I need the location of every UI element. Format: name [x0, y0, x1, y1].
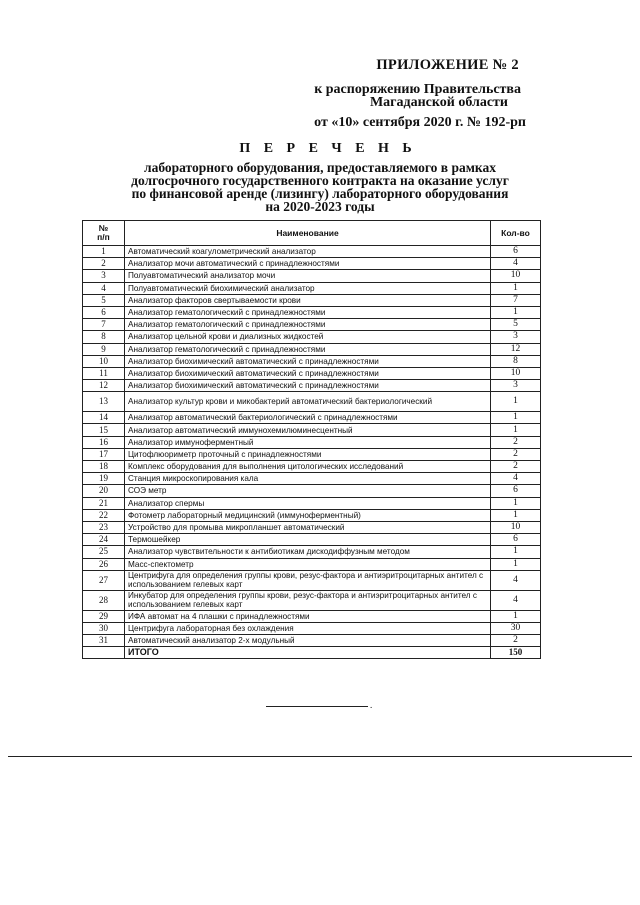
table-row	[83, 282, 541, 294]
table-row	[83, 570, 541, 590]
row-name: Устройство для промыва микропланшет автоматический	[125, 521, 491, 533]
table-row	[83, 448, 541, 460]
row-number: 29	[83, 610, 125, 622]
row-number: 31	[83, 635, 125, 647]
row-quantity: 1	[491, 610, 541, 622]
row-quantity: 2	[491, 635, 541, 647]
table-row	[83, 392, 541, 412]
total-quantity: 150	[491, 647, 541, 659]
row-name: Инкубатор для определения группы крови, резус-фактора и антиэритроцитарных антител с использованием гелевых карт	[125, 590, 491, 610]
table-row	[83, 424, 541, 436]
row-number: 14	[83, 412, 125, 424]
table-row	[83, 246, 541, 258]
row-name: Анализатор иммуноферментный	[125, 436, 491, 448]
row-quantity: 2	[491, 436, 541, 448]
order-date: от «10» сентября 2020 г. № 192-рп	[314, 115, 526, 130]
row-name: ИФА автомат на 4 плашки с принадлежностями	[125, 610, 491, 622]
row-number: 27	[83, 570, 125, 590]
header-qty: Кол-во	[491, 221, 541, 246]
row-number: 8	[83, 331, 125, 343]
table-row	[83, 509, 541, 521]
equipment-table	[82, 220, 541, 659]
order-reference: к распоряжению Правительства	[314, 82, 521, 97]
table-row	[83, 473, 541, 485]
row-quantity: 1	[491, 558, 541, 570]
table-row	[83, 270, 541, 282]
row-name: Анализатор гематологический с принадлежностями	[125, 319, 491, 331]
table-row	[83, 635, 541, 647]
table-header-row	[83, 221, 541, 246]
header-name: Наименование	[125, 221, 491, 246]
row-number: 18	[83, 461, 125, 473]
row-number: 20	[83, 485, 125, 497]
row-number: 15	[83, 424, 125, 436]
appendix-title: ПРИЛОЖЕНИЕ № 2	[376, 57, 519, 73]
table-row	[83, 343, 541, 355]
table-row	[83, 622, 541, 634]
table-row	[83, 546, 541, 558]
table-row	[83, 306, 541, 318]
row-name: Анализатор факторов свертываемости крови	[125, 294, 491, 306]
row-number: 11	[83, 367, 125, 379]
row-name: Анализатор автоматический бактериологический с принадлежностями	[125, 412, 491, 424]
row-name: Полуавтоматический биохимический анализатор	[125, 282, 491, 294]
row-quantity: 1	[491, 392, 541, 412]
row-name: Цитофлюориметр проточный с принадлежностями	[125, 448, 491, 460]
row-name: Анализатор гематологический с принадлежностями	[125, 343, 491, 355]
row-quantity: 4	[491, 590, 541, 610]
row-number: 17	[83, 448, 125, 460]
table-row	[83, 461, 541, 473]
row-quantity: 3	[491, 331, 541, 343]
row-quantity: 1	[491, 306, 541, 318]
row-name: СОЭ метр	[125, 485, 491, 497]
subtitle-line: по финансовой аренде (лизингу) лабораторного оборудования	[131, 186, 509, 201]
header-num: № п/п	[83, 221, 125, 246]
total-num-cell	[83, 647, 125, 659]
row-quantity: 6	[491, 246, 541, 258]
row-number: 30	[83, 622, 125, 634]
row-name: Комплекс оборудования для выполнения цитологических исследований	[125, 461, 491, 473]
row-number: 21	[83, 497, 125, 509]
row-quantity: 1	[491, 412, 541, 424]
row-quantity: 8	[491, 355, 541, 367]
row-name: Анализатор чувствительности к антибиотикам дискодиффузным методом	[125, 546, 491, 558]
row-quantity: 6	[491, 534, 541, 546]
row-number: 6	[83, 306, 125, 318]
row-number: 9	[83, 343, 125, 355]
row-name: Анализатор автоматический иммунохемилюминесцентный	[125, 424, 491, 436]
row-quantity: 1	[491, 497, 541, 509]
row-number: 4	[83, 282, 125, 294]
row-number: 23	[83, 521, 125, 533]
table-row	[83, 412, 541, 424]
row-name: Анализатор биохимический автоматический с принадлежностями	[125, 367, 491, 379]
row-quantity: 4	[491, 473, 541, 485]
row-name: Анализатор культур крови и микобактерий автоматический бактериологический	[125, 392, 491, 412]
row-number: 1	[83, 246, 125, 258]
row-quantity: 2	[491, 461, 541, 473]
row-quantity: 6	[491, 485, 541, 497]
row-number: 26	[83, 558, 125, 570]
row-name: Анализатор мочи автоматический с принадлежностями	[125, 258, 491, 270]
row-name: Полуавтоматический анализатор мочи	[125, 270, 491, 282]
subtitle-line: на 2020-2023 годы	[265, 199, 375, 214]
document-title: П Е Р Е Ч Е Н Ь	[239, 141, 417, 156]
table-row	[83, 497, 541, 509]
row-name: Автоматический анализатор 2-х модульный	[125, 635, 491, 647]
table-row	[83, 610, 541, 622]
table-row	[83, 331, 541, 343]
row-quantity: 5	[491, 319, 541, 331]
row-quantity: 4	[491, 570, 541, 590]
row-name: Центрифуга для определения группы крови, резус-фактора и антиэритроцитарных антител с использованием гелевых карт	[125, 570, 491, 590]
row-quantity: 1	[491, 282, 541, 294]
row-quantity: 1	[491, 546, 541, 558]
row-number: 22	[83, 509, 125, 521]
row-quantity: 1	[491, 509, 541, 521]
row-quantity: 10	[491, 270, 541, 282]
row-number: 24	[83, 534, 125, 546]
row-number: 25	[83, 546, 125, 558]
row-quantity: 10	[491, 367, 541, 379]
table-row	[83, 319, 541, 331]
row-quantity: 10	[491, 521, 541, 533]
subtitle-line: долгосрочного государственного контракта на оказание услуг	[131, 173, 509, 188]
row-name: Центрифуга лабораторная без охлаждения	[125, 622, 491, 634]
row-quantity: 2	[491, 448, 541, 460]
row-name: Фотометр лабораторный медицинский (иммуноферментный)	[125, 509, 491, 521]
row-quantity: 1	[491, 424, 541, 436]
row-name: Автоматический коагулометрический анализатор	[125, 246, 491, 258]
row-number: 2	[83, 258, 125, 270]
footer-rule	[8, 756, 632, 757]
row-quantity: 4	[491, 258, 541, 270]
row-name: Анализатор гематологический с принадлежностями	[125, 306, 491, 318]
table-row	[83, 485, 541, 497]
table-row	[83, 258, 541, 270]
row-number: 7	[83, 319, 125, 331]
row-name: Анализатор биохимический автоматический с принадлежностями	[125, 355, 491, 367]
subtitle-line: лабораторного оборудования, предоставляемого в рамках	[144, 160, 496, 175]
row-name: Термошейкер	[125, 534, 491, 546]
row-name: Масс-спектометр	[125, 558, 491, 570]
table-row	[83, 367, 541, 379]
table-row	[83, 558, 541, 570]
row-quantity: 7	[491, 294, 541, 306]
table-row	[83, 436, 541, 448]
row-number: 12	[83, 380, 125, 392]
row-quantity: 30	[491, 622, 541, 634]
row-number: 16	[83, 436, 125, 448]
row-name: Станция микроскопирования кала	[125, 473, 491, 485]
row-number: 13	[83, 392, 125, 412]
region-name: Магаданской области	[369, 95, 508, 110]
end-mark: .	[370, 700, 373, 710]
table-row	[83, 294, 541, 306]
row-name: Анализатор цельной крови и диализных жидкостей	[125, 331, 491, 343]
table-row	[83, 521, 541, 533]
row-number: 10	[83, 355, 125, 367]
row-number: 5	[83, 294, 125, 306]
row-name: Анализатор спермы	[125, 497, 491, 509]
row-quantity: 12	[491, 343, 541, 355]
row-quantity: 3	[491, 380, 541, 392]
row-number: 28	[83, 590, 125, 610]
table-row	[83, 355, 541, 367]
table-row	[83, 590, 541, 610]
row-number: 3	[83, 270, 125, 282]
table-row	[83, 534, 541, 546]
total-label: ИТОГО	[125, 647, 491, 659]
end-rule	[266, 706, 368, 707]
row-name: Анализатор биохимический автоматический с принадлежностями	[125, 380, 491, 392]
row-number: 19	[83, 473, 125, 485]
table-row	[83, 380, 541, 392]
total-row	[83, 647, 541, 659]
